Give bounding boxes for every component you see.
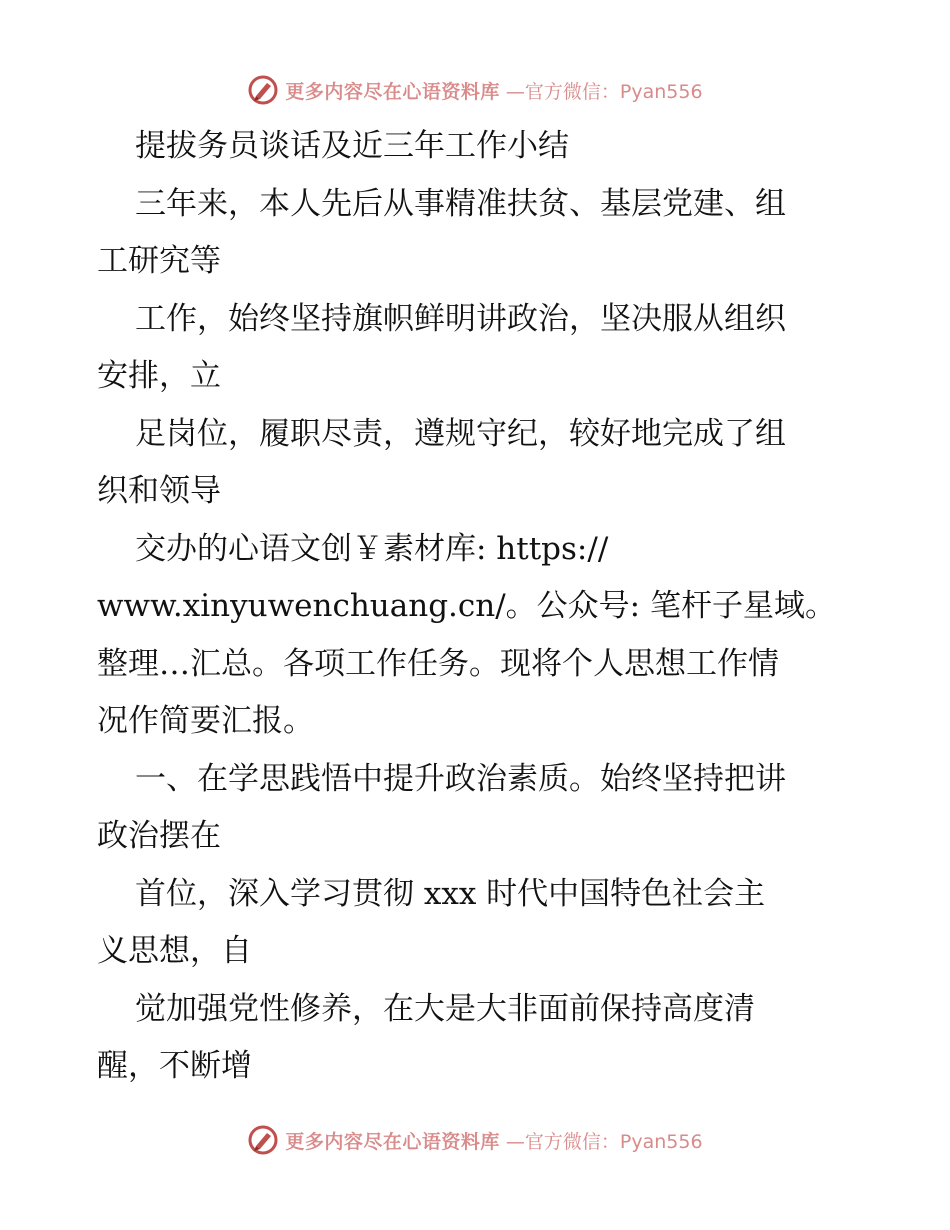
pen-logo-icon — [247, 74, 279, 106]
header-banner — [0, 70, 950, 110]
paragraph-line: 织和领导 — [97, 473, 221, 509]
paragraph-line: 整理…汇总。各项工作任务。现将个人思想工作情 — [97, 645, 779, 682]
document-title: 提拔务员谈话及近三年工作小结 — [135, 128, 569, 164]
paragraph-line: 况作简要汇报。 — [97, 703, 314, 739]
pen-logo-icon — [247, 1124, 279, 1156]
paragraph-line: 政治摆在 — [97, 818, 221, 854]
paragraph-line: 首位，深入学习贯彻 xxx 时代中国特色社会主 — [135, 875, 766, 912]
paragraph-line: 交办的心语文创￥素材库: https:// — [135, 530, 609, 567]
paragraph-line: 三年来，本人先后从事精准扶贫、基层党建、组 — [135, 185, 786, 222]
banner-subtext: —官方微信：Pyan556 — [505, 80, 703, 103]
document-body — [97, 118, 857, 1096]
banner-text: 更多内容尽在心语资料库 — [285, 1130, 500, 1153]
banner-text: 更多内容尽在心语资料库 — [285, 80, 500, 103]
footer-banner — [0, 1120, 950, 1160]
paragraph-line: 工作，始终坚持旗帜鲜明讲政治，坚决服从组织 — [135, 300, 786, 337]
paragraph-line: 醒，不断增 — [97, 1048, 252, 1084]
paragraph-line: 觉加强党性修养，在大是大非面前保持高度清 — [135, 990, 755, 1027]
banner-subtext: —官方微信：Pyan556 — [505, 1130, 703, 1153]
paragraph-line: 义思想，自 — [97, 933, 252, 969]
paragraph-line: 一、在学思践悟中提升政治素质。始终坚持把讲 — [135, 760, 786, 797]
paragraph-line: 足岗位，履职尽责，遵规守纪，较好地完成了组 — [135, 415, 786, 452]
paragraph-line: www.xinyuwenchuang.cn/。公众号: 笔杆子星域。 — [97, 588, 836, 624]
paragraph-line: 安排，立 — [97, 358, 221, 394]
paragraph-line: 工研究等 — [97, 243, 221, 279]
